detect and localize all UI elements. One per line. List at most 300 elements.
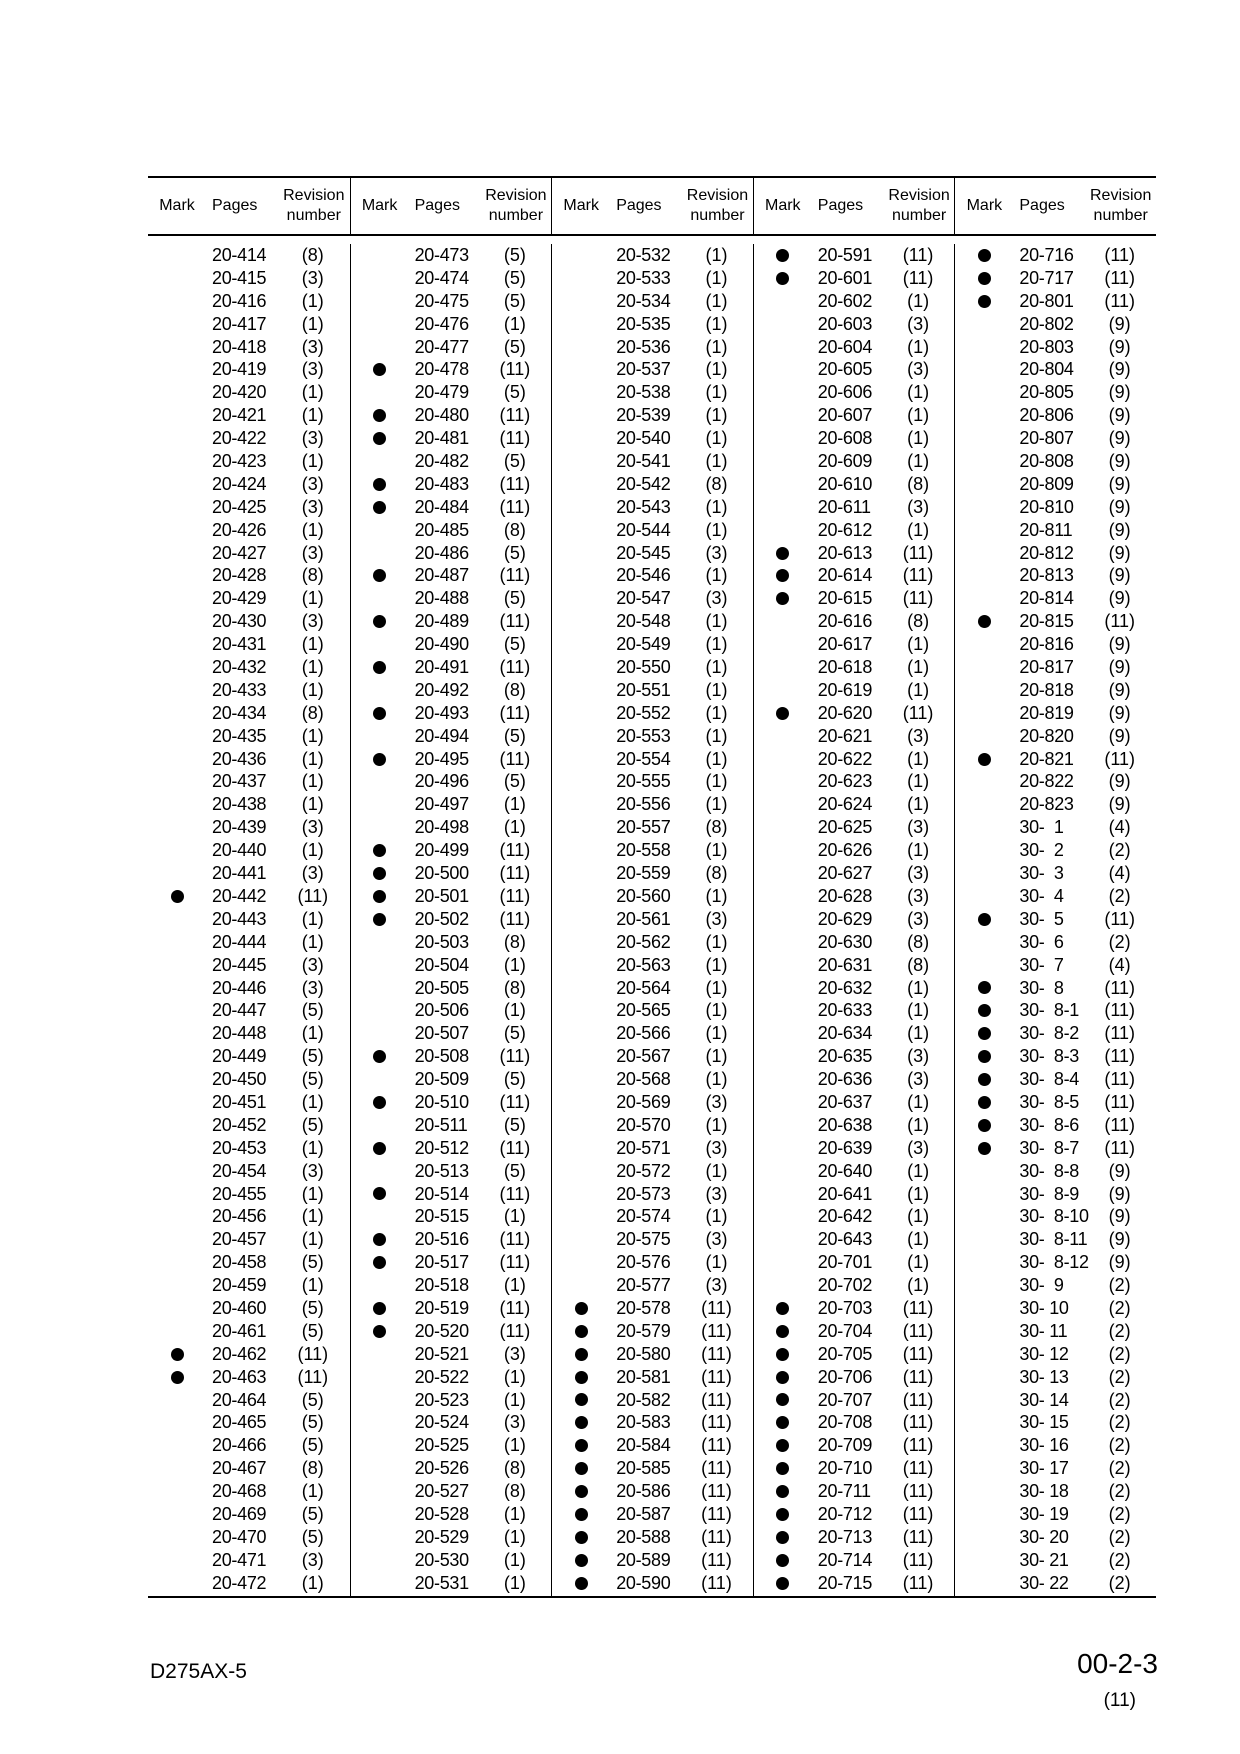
revision-cell: (11): [499, 702, 531, 723]
table-row: [754, 587, 955, 610]
page-cell: 20-555: [616, 771, 671, 792]
table-row: [351, 977, 552, 1000]
revision-mark-dot-icon: [575, 1577, 588, 1590]
table-row: [148, 1526, 350, 1549]
table-row: [955, 1114, 1156, 1137]
table-row: [955, 290, 1156, 313]
page-cell: 20-803: [1019, 336, 1074, 357]
table-row: [754, 862, 955, 885]
revision-table: [148, 176, 1156, 1598]
revision-mark-dot-icon: [978, 272, 991, 285]
page-cell: 20-545: [616, 542, 671, 563]
page-cell: 20-475: [414, 290, 469, 311]
revision-cell: (11): [499, 428, 531, 449]
revision-cell: (1): [705, 1206, 728, 1227]
revision-cell: (3): [705, 1183, 728, 1204]
page-cell: 20-534: [616, 290, 671, 311]
mark-cell: [351, 707, 409, 720]
table-row: [351, 404, 552, 427]
revision-mark-dot-icon: [373, 363, 386, 376]
page-cell: 20-620: [817, 702, 873, 723]
mark-cell: [351, 569, 409, 582]
page-cell: 20-538: [616, 382, 671, 403]
table-row: [552, 702, 753, 725]
revision-cell: (1): [301, 405, 324, 426]
table-row: [955, 244, 1156, 267]
page-cell: 20-559: [616, 863, 671, 884]
revision-cell: (11): [297, 1366, 329, 1387]
revision-mark-dot-icon: [978, 1027, 991, 1040]
page-cell: 20-551: [616, 679, 671, 700]
table-row: [148, 358, 350, 381]
table-row: [351, 1274, 552, 1297]
table-row: [955, 1228, 1156, 1251]
page-number: 00-2-3: [1077, 1648, 1158, 1679]
revision-cell: (11): [701, 1343, 732, 1364]
table-row: [351, 1228, 552, 1251]
table-row: [148, 381, 350, 404]
table-row: [148, 1572, 350, 1595]
revision-cell: (1): [705, 519, 728, 540]
page-cell: 20-537: [616, 359, 671, 380]
page-cell: 20-711: [817, 1481, 871, 1502]
page-cell: 30- 22: [1019, 1572, 1069, 1593]
page-cell: 20-806: [1019, 405, 1074, 426]
table-row: [552, 633, 753, 656]
revision-cell: (1): [705, 313, 728, 334]
page-cell: 20-608: [817, 428, 873, 449]
page-cell: 20-706: [817, 1366, 873, 1387]
table-row: [955, 1503, 1156, 1526]
page-cell: 20-613: [817, 542, 873, 563]
revision-cell: (1): [705, 725, 728, 746]
mark-cell: [351, 890, 409, 903]
revision-cell: (5): [503, 336, 526, 357]
page-cell: 20-602: [817, 290, 873, 311]
mark-cell: [351, 478, 409, 491]
revision-cell: (1): [503, 1572, 526, 1593]
table-row: [351, 1503, 552, 1526]
table-row: [754, 290, 955, 313]
page-cell: 20-476: [414, 313, 469, 334]
table-row: [754, 496, 955, 519]
mark-cell: [351, 432, 409, 445]
page-cell: 20-535: [616, 313, 671, 334]
table-row: [351, 725, 552, 748]
page-cell: 20-414: [212, 245, 267, 265]
revision-cell: (4): [1108, 954, 1131, 975]
page-cell: 20-495: [414, 748, 469, 769]
table-row: [351, 519, 552, 542]
page-cell: 20-416: [212, 290, 267, 311]
table-row: [148, 1183, 350, 1206]
revision-cell: (11): [1104, 977, 1136, 998]
page-cell: 20-638: [817, 1114, 873, 1135]
table-row: [148, 1320, 350, 1343]
revision-mark-dot-icon: [776, 1393, 789, 1406]
mark-cell: [754, 272, 812, 285]
table-row: [148, 702, 350, 725]
page-cell: 20-436: [212, 748, 267, 769]
revision-cell: (1): [503, 1206, 526, 1227]
table-column: [551, 244, 753, 1596]
revision-cell: (8): [907, 611, 930, 632]
page-cell: 20-554: [616, 748, 671, 769]
table-row: [955, 977, 1156, 1000]
table-row: [148, 564, 350, 587]
page-cell: 20-616: [817, 611, 873, 632]
revision-cell: (11): [499, 1091, 531, 1112]
page-cell: 20-580: [616, 1343, 671, 1364]
table-row: [955, 1549, 1156, 1572]
revision-mark-dot-icon: [978, 981, 991, 994]
page-cell: 20-465: [212, 1412, 267, 1433]
table-row: [955, 1091, 1156, 1114]
page-cell: 30- 18: [1019, 1481, 1069, 1502]
revision-cell: (5): [301, 1046, 324, 1067]
revision-cell: (1): [907, 634, 930, 655]
page-cell: 20-609: [817, 451, 873, 472]
page-cell: 20-565: [616, 1000, 671, 1021]
revision-cell: (5): [503, 1069, 526, 1090]
revision-cell: (5): [301, 1389, 324, 1410]
revision-cell: (8): [503, 1481, 526, 1502]
table-row: [552, 450, 753, 473]
page-cell: 20-611: [817, 496, 871, 517]
revision-cell: (1): [907, 1275, 930, 1296]
revision-cell: (1): [301, 1091, 324, 1112]
page-cell: 20-442: [212, 885, 267, 906]
revision-cell: (11): [1104, 1000, 1136, 1021]
page-cell: 20-589: [616, 1549, 671, 1570]
table-row: [351, 473, 552, 496]
revision-cell: (1): [907, 405, 930, 426]
page-cell: 20-587: [616, 1503, 671, 1524]
page-cell: 20-459: [212, 1275, 267, 1296]
table-row: [552, 496, 753, 519]
revision-cell: (5): [503, 1160, 526, 1181]
revision-cell: (1): [705, 1046, 728, 1067]
page-cell: 20-624: [817, 794, 873, 815]
table-row: [754, 542, 955, 565]
table-row: [552, 1572, 753, 1595]
mark-cell: [955, 1119, 1013, 1132]
table-row: [351, 1549, 552, 1572]
mark-cell: [754, 547, 812, 560]
page-cell: 20-433: [212, 679, 267, 700]
page-cell: 20-812: [1019, 542, 1074, 563]
table-row: [754, 816, 955, 839]
revision-cell: (2): [1108, 1549, 1131, 1570]
revision-cell: (11): [902, 1320, 934, 1341]
table-row: [552, 1411, 753, 1434]
revision-mark-dot-icon: [575, 1302, 588, 1315]
revision-mark-dot-icon: [978, 295, 991, 308]
page-cell: 20-479: [414, 382, 469, 403]
page-cell: 20-563: [616, 954, 671, 975]
page-cell: 20-490: [414, 634, 469, 655]
table-row: [351, 1320, 552, 1343]
table-row: [955, 1297, 1156, 1320]
revision-mark-dot-icon: [373, 1187, 386, 1200]
page-cell: 20-502: [414, 908, 469, 929]
page-cell: 20-708: [817, 1412, 873, 1433]
page-cell: 20-533: [616, 267, 671, 288]
revision-cell: (5): [301, 1435, 324, 1456]
revision-cell: (8): [301, 245, 324, 265]
revision-cell: (1): [907, 771, 930, 792]
page-cell: 30- 8-9: [1019, 1183, 1080, 1204]
revision-cell: (5): [503, 771, 526, 792]
revision-cell: (9): [1108, 702, 1131, 723]
table-row: [754, 702, 955, 725]
revision-cell: (1): [301, 840, 324, 861]
revision-cell: (2): [1108, 1389, 1131, 1410]
revision-cell: (3): [503, 1343, 526, 1364]
mark-cell: [351, 615, 409, 628]
revision-cell: (9): [1108, 1183, 1131, 1204]
table-row: [351, 885, 552, 908]
revision-cell: (1): [301, 451, 324, 472]
page-cell: 20-450: [212, 1069, 267, 1090]
mark-cell: [351, 1302, 409, 1315]
page-cell: 20-821: [1019, 748, 1074, 769]
page-cell: 20-536: [616, 336, 671, 357]
revision-cell: (8): [705, 473, 728, 494]
revision-cell: (3): [301, 473, 324, 494]
revision-cell: (1): [907, 428, 930, 449]
revision-cell: (5): [503, 1023, 526, 1044]
table-row: [955, 381, 1156, 404]
revision-cell: (5): [301, 1503, 324, 1524]
page-cell: 30- 3: [1019, 863, 1064, 884]
mark-cell: [351, 867, 409, 880]
table-row: [148, 977, 350, 1000]
table-row: [552, 473, 753, 496]
table-row: [351, 358, 552, 381]
page-cell: 20-438: [212, 794, 267, 815]
revision-cell: (1): [705, 611, 728, 632]
mark-cell: [351, 753, 409, 766]
page-cell: 20-641: [817, 1183, 873, 1204]
page-cell: 20-539: [616, 405, 671, 426]
revision-cell: (2): [1108, 1275, 1131, 1296]
header-pages: Pages: [616, 197, 662, 214]
page-cell: 20-512: [414, 1137, 469, 1158]
page-cell: 20-802: [1019, 313, 1074, 334]
table-row: [351, 1183, 552, 1206]
revision-cell: (8): [503, 977, 526, 998]
revision-cell: (1): [503, 1526, 526, 1547]
revision-cell: (9): [1108, 496, 1131, 517]
table-row: [955, 610, 1156, 633]
table-row: [351, 587, 552, 610]
page-cell: 30- 19: [1019, 1503, 1069, 1524]
page-cell: 20-820: [1019, 725, 1074, 746]
revision-mark-dot-icon: [373, 753, 386, 766]
revision-cell: (1): [907, 679, 930, 700]
page-cell: 20-808: [1019, 451, 1074, 472]
page-cell: 20-489: [414, 611, 469, 632]
page-cell: 20-604: [817, 336, 873, 357]
revision-cell: (5): [301, 1000, 324, 1021]
revision-cell: (11): [1104, 1069, 1136, 1090]
revision-cell: (3): [705, 1137, 728, 1158]
page-cell: 30- 13: [1019, 1366, 1069, 1387]
revision-mark-dot-icon: [776, 1371, 789, 1384]
revision-cell: (1): [503, 817, 526, 838]
table-row: [148, 610, 350, 633]
mark-cell: [754, 1348, 812, 1361]
revision-cell: (11): [902, 1389, 934, 1410]
table-row: [148, 1022, 350, 1045]
table-row: [552, 427, 753, 450]
table-row: [552, 267, 753, 290]
page-cell: 20-634: [817, 1023, 873, 1044]
table-row: [552, 1320, 753, 1343]
table-row: [754, 1114, 955, 1137]
table-row: [955, 564, 1156, 587]
revision-mark-dot-icon: [776, 569, 789, 582]
table-row: [754, 610, 955, 633]
revision-cell: (1): [301, 794, 324, 815]
page-cell: 20-572: [616, 1160, 671, 1181]
revision-cell: (1): [503, 1275, 526, 1296]
page-cell: 20-523: [414, 1389, 469, 1410]
revision-cell: (11): [701, 1297, 732, 1318]
revision-mark-dot-icon: [373, 1302, 386, 1315]
table-row: [148, 816, 350, 839]
mark-cell: [148, 1371, 206, 1384]
revision-mark-dot-icon: [171, 890, 184, 903]
table-row: [552, 519, 753, 542]
revision-cell: (11): [499, 1297, 531, 1318]
page-cell: 30- 21: [1019, 1549, 1069, 1570]
table-row: [148, 1434, 350, 1457]
revision-cell: (3): [301, 977, 324, 998]
table-row: [754, 1434, 955, 1457]
revision-cell: (3): [907, 725, 930, 746]
revision-cell: (11): [902, 1549, 934, 1570]
revision-cell: (2): [1108, 1481, 1131, 1502]
header-group: [954, 178, 1156, 234]
revision-cell: (1): [705, 359, 728, 380]
revision-mark-dot-icon: [373, 615, 386, 628]
page-cell: 20-571: [616, 1137, 671, 1158]
table-row: [955, 770, 1156, 793]
page-cell: 30- 8-8: [1019, 1160, 1080, 1181]
table-row: [955, 839, 1156, 862]
revision-cell: (1): [907, 1023, 930, 1044]
page-cell: 20-498: [414, 817, 469, 838]
revision-cell: (1): [907, 1252, 930, 1273]
page-cell: 20-429: [212, 588, 267, 609]
header-group: [350, 178, 552, 234]
revision-cell: (3): [301, 817, 324, 838]
revision-cell: (9): [1108, 451, 1131, 472]
table-row: [552, 244, 753, 267]
revision-mark-dot-icon: [776, 249, 789, 262]
revision-mark-dot-icon: [575, 1554, 588, 1567]
table-row: [955, 427, 1156, 450]
table-row: [552, 977, 753, 1000]
mark-cell: [552, 1577, 610, 1590]
page-cell: 20-816: [1019, 634, 1074, 655]
table-row: [552, 290, 753, 313]
table-row: [754, 336, 955, 359]
table-row: [552, 725, 753, 748]
model-name: D275AX-5: [150, 1660, 247, 1683]
header-mark: Mark: [765, 197, 801, 214]
table-row: [955, 1343, 1156, 1366]
table-row: [351, 1160, 552, 1183]
revision-mark-dot-icon: [776, 1531, 789, 1544]
revision-cell: (11): [499, 1320, 531, 1341]
table-row: [552, 954, 753, 977]
table-row: [955, 496, 1156, 519]
table-row: [148, 770, 350, 793]
table-row: [754, 885, 955, 908]
revision-cell: (8): [301, 565, 324, 586]
page-cell: 20-815: [1019, 611, 1074, 632]
page-cell: 20-546: [616, 565, 671, 586]
header-revision-line2: number: [690, 207, 745, 224]
table-row: [351, 748, 552, 771]
revision-cell: (9): [1108, 1160, 1131, 1181]
table-row: [351, 839, 552, 862]
table-row: [148, 908, 350, 931]
page-cell: 20-607: [817, 405, 873, 426]
table-row: [552, 610, 753, 633]
mark-cell: [754, 569, 812, 582]
table-row: [351, 381, 552, 404]
page-cell: 20-807: [1019, 428, 1074, 449]
revision-cell: (9): [1108, 634, 1131, 655]
revision-mark-dot-icon: [373, 707, 386, 720]
page-cell: 20-437: [212, 771, 267, 792]
revision-mark-dot-icon: [575, 1371, 588, 1384]
table-body: [148, 236, 1156, 1596]
page-cell: 20-422: [212, 428, 267, 449]
revision-cell: (5): [301, 1069, 324, 1090]
page-cell: 20-463: [212, 1366, 267, 1387]
table-row: [754, 770, 955, 793]
page-cell: 30- 8-10: [1019, 1206, 1089, 1227]
table-row: [754, 1205, 955, 1228]
revision-cell: (1): [705, 1000, 728, 1021]
table-row: [552, 1389, 753, 1412]
table-row: [754, 381, 955, 404]
page-cell: 20-556: [616, 794, 671, 815]
page-cell: 20-619: [817, 679, 873, 700]
revision-cell: (8): [301, 1458, 324, 1479]
revision-mark-dot-icon: [776, 1554, 789, 1567]
table-row: [148, 1091, 350, 1114]
revision-cell: (11): [902, 542, 934, 563]
mark-cell: [351, 1256, 409, 1269]
page-cell: 20-573: [616, 1183, 671, 1204]
mark-cell: [754, 1485, 812, 1498]
revision-cell: (3): [301, 1549, 324, 1570]
header-revision-line2: number: [286, 207, 341, 224]
revision-cell: (11): [902, 1572, 934, 1593]
revision-cell: (3): [301, 267, 324, 288]
mark-cell: [148, 1348, 206, 1361]
revision-cell: (1): [705, 1252, 728, 1273]
table-row: [754, 1526, 955, 1549]
page-cell: 20-505: [414, 977, 469, 998]
table-row: [148, 885, 350, 908]
